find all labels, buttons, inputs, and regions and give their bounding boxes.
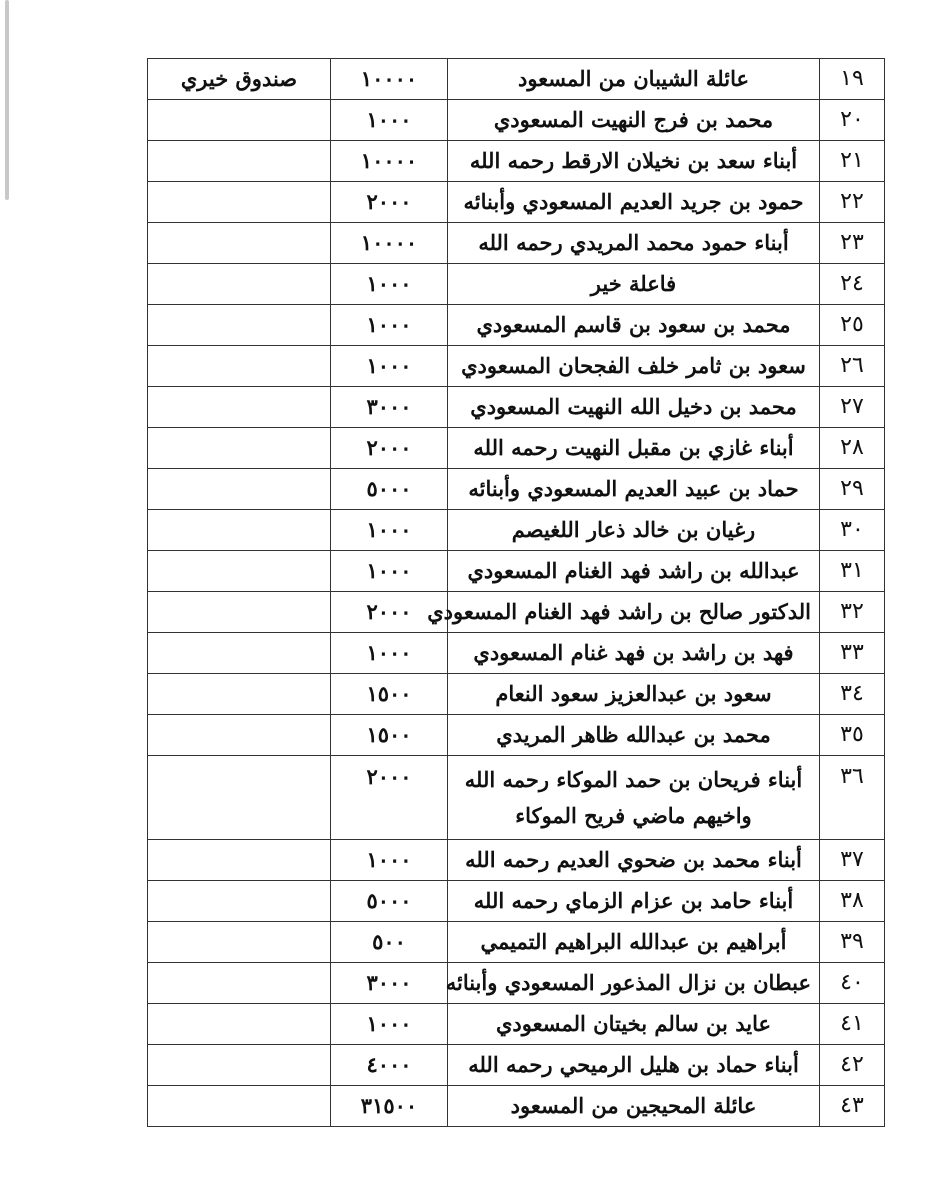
row-number: ٣٥ — [820, 715, 885, 756]
row-number: ٤٢ — [820, 1045, 885, 1086]
donor-name: أبناء حمود محمد المريدي رحمه الله — [448, 223, 820, 264]
row-note — [148, 674, 331, 715]
table-row — [148, 922, 885, 963]
donation-amount: ١٠٠٠٠ — [331, 141, 448, 182]
row-note — [148, 1086, 331, 1127]
donor-name: محمد بن فرج النهيت المسعودي — [448, 100, 820, 141]
donation-amount: ١٠٠٠ — [331, 1004, 448, 1045]
donor-name: أبناء فريحان بن حمد الموكاء رحمه الله واخيهم ماضي فريح الموكاء — [448, 756, 820, 840]
table-row — [148, 840, 885, 881]
row-number: ١٩ — [820, 59, 885, 100]
donation-amount: ١٠٠٠ — [331, 264, 448, 305]
donation-amount: ٥٠٠٠ — [331, 469, 448, 510]
table-row — [148, 510, 885, 551]
row-note — [148, 141, 331, 182]
donor-name: حمود بن جريد العديم المسعودي وأبنائه — [448, 182, 820, 223]
row-note — [148, 428, 331, 469]
table-row — [148, 592, 885, 633]
row-number: ٣٧ — [820, 840, 885, 881]
row-number: ٢٥ — [820, 305, 885, 346]
row-number: ٢٩ — [820, 469, 885, 510]
donor-name: رغيان بن خالد ذعار اللغيصم — [448, 510, 820, 551]
table-row — [148, 428, 885, 469]
table-row — [148, 633, 885, 674]
row-note: صندوق خيري — [148, 59, 331, 100]
row-number: ٣٠ — [820, 510, 885, 551]
row-note — [148, 305, 331, 346]
row-note — [148, 346, 331, 387]
row-number: ٣٩ — [820, 922, 885, 963]
donor-name: عبطان بن نزال المذعور المسعودي وأبنائه — [448, 963, 820, 1004]
table-row — [148, 1086, 885, 1127]
donor-name: عائلة الشيبان من المسعود — [448, 59, 820, 100]
table-row — [148, 387, 885, 428]
row-note — [148, 922, 331, 963]
donor-name: أبناء محمد بن ضحوي العديم رحمه الله — [448, 840, 820, 881]
row-note — [148, 551, 331, 592]
row-note — [148, 264, 331, 305]
table-row — [148, 881, 885, 922]
table-row — [148, 963, 885, 1004]
table-row — [148, 1004, 885, 1045]
donation-amount: ١٠٠٠ — [331, 633, 448, 674]
donation-amount: ١٠٠٠٠ — [331, 223, 448, 264]
row-number: ٢١ — [820, 141, 885, 182]
donor-name: أبناء حامد بن عزام الزماي رحمه الله — [448, 881, 820, 922]
row-note — [148, 592, 331, 633]
row-note — [148, 756, 331, 840]
donation-amount: ٢٠٠٠ — [331, 182, 448, 223]
table-row — [148, 756, 885, 840]
donor-name: عائلة المحيجين من المسعود — [448, 1086, 820, 1127]
row-note — [148, 715, 331, 756]
table-row — [148, 182, 885, 223]
table-row — [148, 305, 885, 346]
donation-amount: ٢٠٠٠ — [331, 428, 448, 469]
donation-amount: ٣٠٠٠ — [331, 963, 448, 1004]
donations-table — [147, 58, 885, 1127]
table-row — [148, 715, 885, 756]
donor-name: أبناء حماد بن هليل الرميحي رحمه الله — [448, 1045, 820, 1086]
table-row — [148, 264, 885, 305]
donor-name: محمد بن عبدالله ظاهر المريدي — [448, 715, 820, 756]
donor-name: أبراهيم بن عبدالله البراهيم التميمي — [448, 922, 820, 963]
row-number: ٢٣ — [820, 223, 885, 264]
row-number: ٣٢ — [820, 592, 885, 633]
row-number: ٢٠ — [820, 100, 885, 141]
row-number: ٢٤ — [820, 264, 885, 305]
donation-amount: ١٠٠٠ — [331, 551, 448, 592]
table-row — [148, 346, 885, 387]
donor-name: محمد بن سعود بن قاسم المسعودي — [448, 305, 820, 346]
row-number: ٢٨ — [820, 428, 885, 469]
table-row — [148, 674, 885, 715]
donor-name: سعود بن عبدالعزيز سعود النعام — [448, 674, 820, 715]
donation-amount: ٥٠٠٠ — [331, 881, 448, 922]
row-number: ٣٣ — [820, 633, 885, 674]
row-note — [148, 100, 331, 141]
donation-amount: ١٥٠٠ — [331, 715, 448, 756]
table-row — [148, 223, 885, 264]
row-note — [148, 1004, 331, 1045]
row-note — [148, 510, 331, 551]
scroll-indicator[interactable] — [5, 0, 9, 200]
donation-amount: ١٠٠٠ — [331, 346, 448, 387]
row-note — [148, 223, 331, 264]
donation-amount: ٢٠٠٠ — [331, 592, 448, 633]
donation-amount: ١٥٠٠ — [331, 674, 448, 715]
donor-name: محمد بن دخيل الله النهيت المسعودي — [448, 387, 820, 428]
row-number: ٢٦ — [820, 346, 885, 387]
row-note — [148, 469, 331, 510]
donor-name: حماد بن عبيد العديم المسعودي وأبنائه — [448, 469, 820, 510]
donor-name: الدكتور صالح بن راشد فهد الغنام المسعودي — [448, 592, 820, 633]
row-number: ٣٦ — [820, 756, 885, 840]
row-note — [148, 963, 331, 1004]
donor-name: فاعلة خير — [448, 264, 820, 305]
table-row — [148, 469, 885, 510]
row-number: ٣١ — [820, 551, 885, 592]
row-number: ٢٧ — [820, 387, 885, 428]
table-row — [148, 1045, 885, 1086]
donation-amount: ٤٠٠٠ — [331, 1045, 448, 1086]
donation-amount: ٢٠٠٠ — [331, 756, 448, 840]
donation-amount: ١٠٠٠٠ — [331, 59, 448, 100]
donor-name: فهد بن راشد بن فهد غنام المسعودي — [448, 633, 820, 674]
donation-amount: ٣١٥٠٠ — [331, 1086, 448, 1127]
row-number: ٤٠ — [820, 963, 885, 1004]
row-number: ٣٤ — [820, 674, 885, 715]
row-note — [148, 881, 331, 922]
table-row — [148, 551, 885, 592]
donation-amount: ١٠٠٠ — [331, 840, 448, 881]
donation-amount: ٣٠٠٠ — [331, 387, 448, 428]
table-row — [148, 59, 885, 100]
row-note — [148, 182, 331, 223]
donation-amount: ١٠٠٠ — [331, 305, 448, 346]
donor-name: سعود بن ثامر خلف الفجحان المسعودي — [448, 346, 820, 387]
row-number: ٤١ — [820, 1004, 885, 1045]
donor-name: أبناء سعد بن نخيلان الارقط رحمه الله — [448, 141, 820, 182]
donor-name: أبناء غازي بن مقبل النهيت رحمه الله — [448, 428, 820, 469]
row-number: ٢٢ — [820, 182, 885, 223]
row-number: ٣٨ — [820, 881, 885, 922]
row-number: ٤٣ — [820, 1086, 885, 1127]
row-note — [148, 840, 331, 881]
row-note — [148, 387, 331, 428]
donation-amount: ٥٠٠ — [331, 922, 448, 963]
donation-amount: ١٠٠٠ — [331, 510, 448, 551]
row-note — [148, 633, 331, 674]
table-row — [148, 141, 885, 182]
donor-name: عايد بن سالم بخيتان المسعودي — [448, 1004, 820, 1045]
donor-name: عبدالله بن راشد فهد الغنام المسعودي — [448, 551, 820, 592]
donation-amount: ١٠٠٠ — [331, 100, 448, 141]
table-row — [148, 100, 885, 141]
row-note — [148, 1045, 331, 1086]
